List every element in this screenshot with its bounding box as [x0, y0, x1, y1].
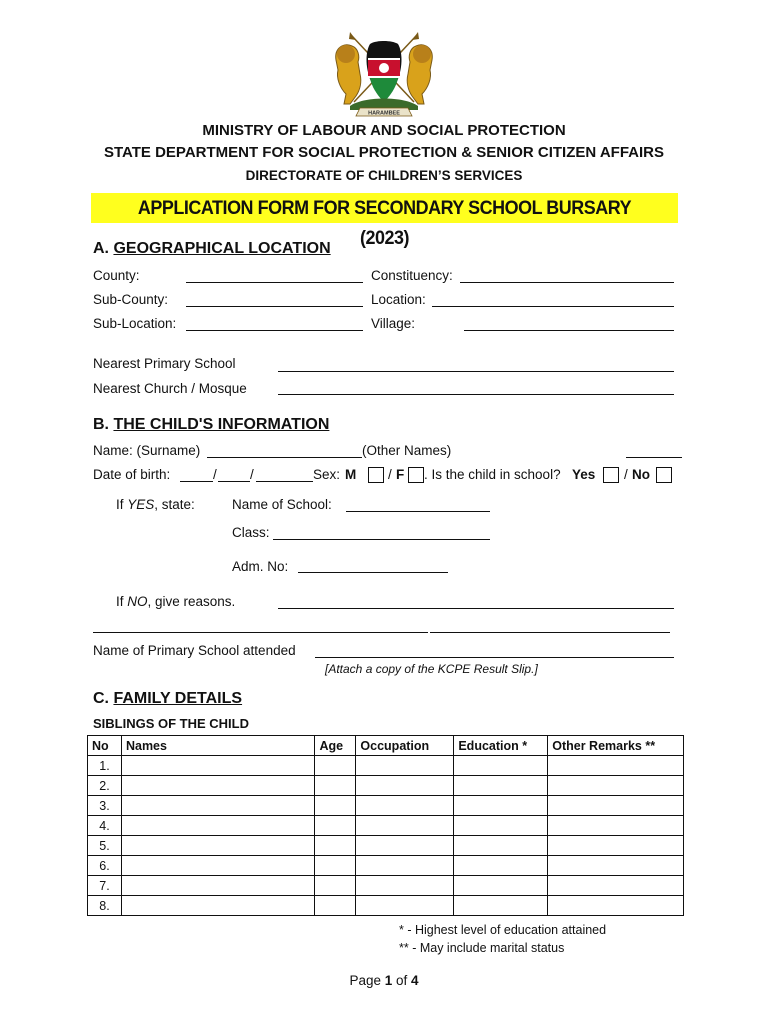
cell-names[interactable]: [121, 856, 314, 876]
column-header-names: Names: [121, 736, 314, 756]
dob-separator-1: /: [213, 467, 217, 482]
cell-education[interactable]: [454, 756, 548, 776]
cell-remarks[interactable]: [548, 896, 684, 916]
cell-names[interactable]: [121, 876, 314, 896]
row-number: 5.: [88, 836, 122, 856]
other-names-label: (Other Names): [362, 443, 452, 458]
column-header-education: Education *: [454, 736, 548, 756]
table-row: [88, 896, 684, 916]
cell-age[interactable]: [315, 816, 356, 836]
if-yes-suffix: , state:: [154, 497, 195, 512]
ministry-heading: MINISTRY OF LABOUR AND SOCIAL PROTECTION: [202, 122, 566, 139]
cell-education[interactable]: [454, 816, 548, 836]
female-checkbox[interactable]: [408, 467, 424, 483]
male-label: M: [345, 467, 357, 482]
sex-label: Sex:: [313, 467, 341, 482]
class-field[interactable]: [273, 539, 490, 540]
cell-remarks[interactable]: [548, 856, 684, 876]
section-c-title: FAMILY DETAILS: [113, 690, 243, 707]
if-no-word: NO: [127, 594, 148, 609]
other-names-field[interactable]: [626, 457, 682, 458]
cell-age[interactable]: [315, 856, 356, 876]
footnote-remarks: ** - May include marital status: [399, 941, 565, 955]
male-checkbox[interactable]: [368, 467, 384, 483]
row-number: 3.: [88, 796, 122, 816]
sub-county-label: Sub-County:: [93, 292, 169, 307]
adm-no-field[interactable]: [298, 572, 448, 573]
surname-label: Name: (Surname): [93, 443, 201, 458]
section-c-letter: C.: [93, 690, 109, 707]
cell-occupation[interactable]: [356, 836, 454, 856]
yes-no-slash: /: [624, 467, 628, 482]
cell-age[interactable]: [315, 756, 356, 776]
cell-remarks[interactable]: [548, 836, 684, 856]
cell-education[interactable]: [454, 876, 548, 896]
in-school-question: . Is the child in school?: [424, 467, 561, 482]
cell-age[interactable]: [315, 836, 356, 856]
footnote-education: * - Highest level of education attained: [399, 923, 607, 937]
reasons-field-2[interactable]: [93, 632, 428, 633]
siblings-table: [87, 735, 684, 916]
if-no-prefix: If: [116, 594, 128, 609]
cell-names[interactable]: [121, 836, 314, 856]
nearest-primary-field[interactable]: [278, 371, 674, 372]
column-header-age: Age: [315, 736, 356, 756]
row-number: 1.: [88, 756, 122, 776]
dob-separator-2: /: [250, 467, 254, 482]
if-yes-word: YES: [127, 497, 155, 512]
page-mid: of: [392, 973, 412, 988]
cell-names[interactable]: [121, 896, 314, 916]
cell-occupation[interactable]: [356, 756, 454, 776]
section-c-heading: [93, 690, 242, 708]
row-number: 2.: [88, 776, 122, 796]
row-number: 4.: [88, 816, 122, 836]
section-b-title: THE CHILD'S INFORMATION: [113, 416, 330, 433]
sex-slash: /: [388, 467, 392, 482]
sub-location-label: Sub-Location:: [93, 316, 177, 331]
table-header-row: [88, 736, 684, 756]
section-a-letter: A.: [93, 240, 109, 257]
siblings-subtitle: SIBLINGS OF THE CHILD: [93, 716, 249, 731]
column-header-remarks: Other Remarks **: [548, 736, 684, 756]
county-field[interactable]: [186, 282, 363, 283]
directorate-heading: DIRECTORATE OF CHILDREN’S SERVICES: [245, 168, 523, 183]
cell-age[interactable]: [315, 876, 356, 896]
constituency-field[interactable]: [460, 282, 674, 283]
cell-occupation[interactable]: [356, 816, 454, 836]
column-header-occupation: Occupation: [356, 736, 454, 756]
nearest-primary-label: Nearest Primary School: [93, 356, 236, 371]
cell-education[interactable]: [454, 776, 548, 796]
nearest-church-label: Nearest Church / Mosque: [93, 381, 247, 396]
primary-attended-label: Name of Primary School attended: [93, 643, 296, 658]
cell-names[interactable]: [121, 776, 314, 796]
column-header-no: No: [88, 736, 122, 756]
name-of-school-field[interactable]: [346, 511, 490, 512]
name-of-school-label: Name of School:: [232, 497, 332, 512]
section-b-heading: [93, 416, 329, 434]
row-number: 7.: [88, 876, 122, 896]
page-prefix: Page: [349, 973, 385, 988]
cell-education[interactable]: [454, 796, 548, 816]
yes-label: Yes: [572, 467, 596, 482]
location-field[interactable]: [432, 306, 674, 307]
row-number: 8.: [88, 896, 122, 916]
village-field[interactable]: [464, 330, 674, 331]
dob-label: Date of birth:: [93, 467, 171, 482]
table-row: [88, 776, 684, 796]
cell-education[interactable]: [454, 856, 548, 876]
yes-checkbox[interactable]: [603, 467, 619, 483]
if-yes-label: [116, 497, 195, 512]
cell-education[interactable]: [454, 836, 548, 856]
dob-month-field[interactable]: [218, 481, 250, 482]
section-a-heading: [93, 240, 331, 258]
table-row: [88, 856, 684, 876]
adm-no-label: Adm. No:: [232, 559, 289, 574]
female-label: F: [396, 467, 405, 482]
form-title: APPLICATION FORM FOR SECONDARY SCHOOL BURSARY (2023): [137, 197, 632, 249]
svg-text:HARAMBEE: HARAMBEE: [368, 110, 400, 117]
cell-remarks[interactable]: [548, 816, 684, 836]
cell-remarks[interactable]: [548, 876, 684, 896]
section-b-letter: B.: [93, 416, 109, 433]
cell-age[interactable]: [315, 796, 356, 816]
coat-of-arms-logo: [330, 30, 438, 118]
page-current: 1: [384, 973, 393, 988]
section-a-title: GEOGRAPHICAL LOCATION: [113, 240, 331, 257]
dob-day-field[interactable]: [180, 481, 213, 482]
sub-county-field[interactable]: [186, 306, 363, 307]
primary-attended-field[interactable]: [315, 657, 674, 658]
sub-location-field[interactable]: [186, 330, 363, 331]
reasons-field-3[interactable]: [430, 632, 670, 633]
if-yes-prefix: If: [116, 497, 128, 512]
page-number: [0, 973, 768, 988]
cell-occupation[interactable]: [356, 876, 454, 896]
cell-remarks[interactable]: [548, 776, 684, 796]
cell-remarks[interactable]: [548, 796, 684, 816]
table-row: [88, 816, 684, 836]
no-checkbox[interactable]: [656, 467, 672, 483]
dob-year-field[interactable]: [256, 481, 313, 482]
if-no-label: [116, 594, 235, 609]
location-label: Location:: [371, 292, 426, 307]
reasons-field-1[interactable]: [278, 608, 674, 609]
surname-field[interactable]: [207, 457, 362, 458]
constituency-label: Constituency:: [371, 268, 453, 283]
cell-occupation[interactable]: [356, 896, 454, 916]
cell-names[interactable]: [121, 816, 314, 836]
class-label: Class:: [232, 525, 270, 540]
table-row: [88, 756, 684, 776]
no-label: No: [632, 467, 650, 482]
table-row: [88, 876, 684, 896]
cell-education[interactable]: [454, 896, 548, 916]
cell-names[interactable]: [121, 756, 314, 776]
department-heading: STATE DEPARTMENT FOR SOCIAL PROTECTION & SENIOR CITIZEN AFFAIRS: [103, 144, 664, 161]
page-total: 4: [411, 973, 419, 988]
county-label: County:: [93, 268, 140, 283]
nearest-church-field[interactable]: [278, 394, 674, 395]
cell-names[interactable]: [121, 796, 314, 816]
cell-occupation[interactable]: [356, 856, 454, 876]
cell-age[interactable]: [315, 896, 356, 916]
row-number: 6.: [88, 856, 122, 876]
cell-remarks[interactable]: [548, 756, 684, 776]
kcpe-note: [Attach a copy of the KCPE Result Slip.]: [325, 662, 538, 676]
if-no-suffix: , give reasons.: [147, 594, 236, 609]
table-row: [88, 796, 684, 816]
cell-occupation[interactable]: [356, 776, 454, 796]
cell-age[interactable]: [315, 776, 356, 796]
table-row: [88, 836, 684, 856]
village-label: Village:: [371, 316, 416, 331]
cell-occupation[interactable]: [356, 796, 454, 816]
